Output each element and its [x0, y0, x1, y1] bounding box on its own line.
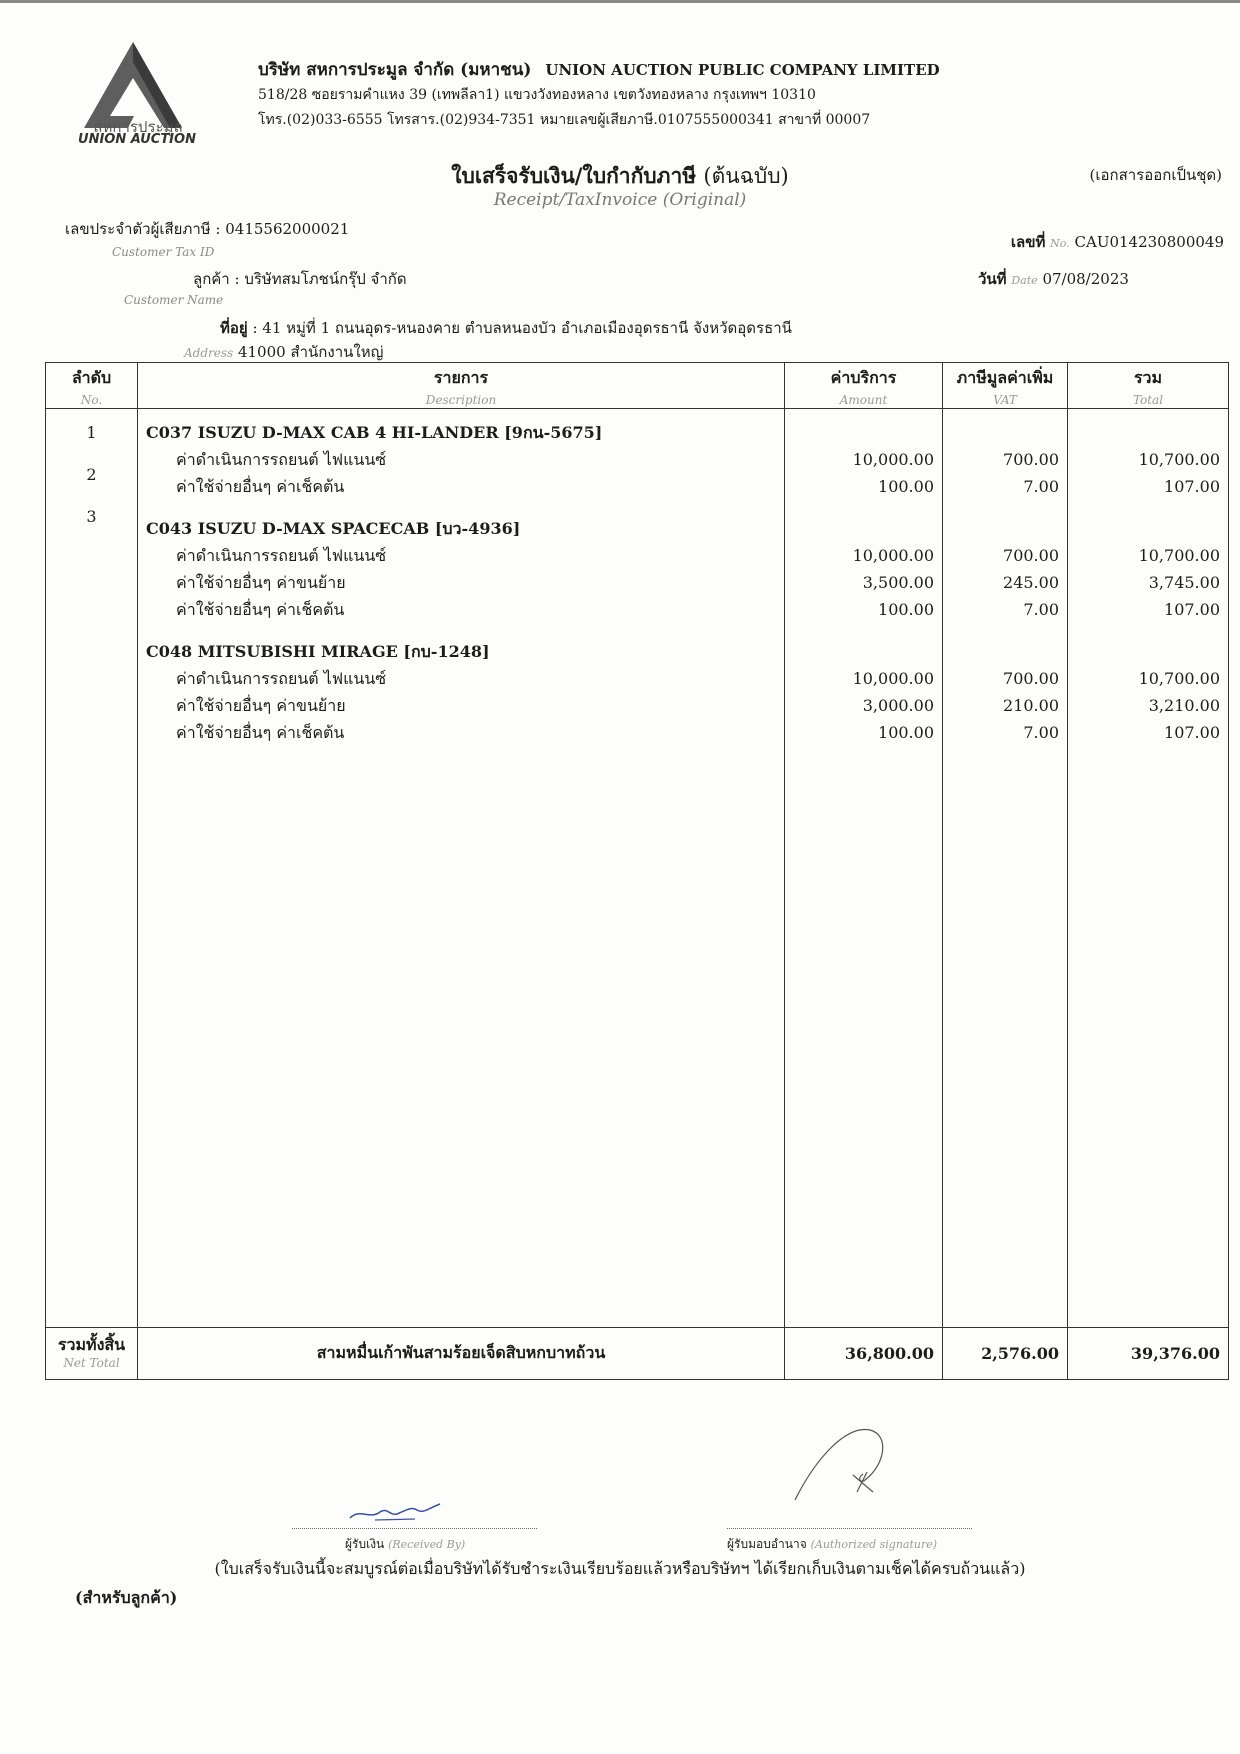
customer-address-line2: 41000 สำนักงานใหญ่	[237, 343, 384, 361]
authorized-label: ผู้รับมอบอำนาจ	[727, 1537, 807, 1551]
vehicle-title: C048 MITSUBISHI MIRAGE [กบ-1248]	[146, 642, 490, 661]
line-total: 107.00	[1164, 600, 1220, 619]
receiver-signature-line	[292, 1528, 537, 1529]
line-vat: 700.00	[1003, 546, 1059, 565]
line-description: ค่าใช้จ่ายอื่นๆ ค่าขนย้าย	[176, 696, 346, 715]
copy-for-customer: (สำหรับลูกค้า)	[75, 1588, 178, 1607]
invoice-date-label: วันที่	[978, 270, 1007, 288]
col-header-vat	[943, 363, 1068, 409]
authorized-signature-line	[727, 1528, 972, 1529]
scan-edge	[0, 0, 1240, 3]
customer-name: ลูกค้า : บริษัทสมโภชน์กรุ๊ป จำกัด	[193, 270, 407, 288]
logo-text-th: สหการประมูล	[93, 118, 183, 136]
invoice-number-value: CAU014230800049	[1074, 233, 1224, 251]
net-vat: 2,576.00	[943, 1328, 1068, 1380]
customer-tax-id: เลขประจำตัวผู้เสียภาษี : 0415562000021	[65, 220, 350, 238]
line-description: ค่าใช้จ่ายอื่นๆ ค่าเช็คต้น	[176, 477, 345, 496]
customer-address-row2	[184, 340, 383, 364]
authorized-signature	[785, 1420, 895, 1505]
net-total-label	[46, 1328, 138, 1380]
col-header-description-th: รายการ	[433, 368, 489, 387]
line-amount: 3,500.00	[862, 573, 934, 592]
net-total-label-en: Net Total	[63, 1355, 120, 1370]
item-number: 3	[86, 507, 97, 526]
line-vat: 7.00	[1023, 723, 1059, 742]
group-desc-3	[146, 638, 776, 746]
line-total: 107.00	[1164, 477, 1220, 496]
line-description: ค่าใช้จ่ายอื่นๆ ค่าขนย้าย	[176, 573, 346, 592]
col-header-vat-th: ภาษีมูลค่าเพิ่ม	[956, 368, 1054, 387]
line-total: 10,700.00	[1138, 669, 1220, 688]
received-by-label: ผู้รับเงิน	[345, 1537, 385, 1551]
document-title-en: Receipt/TaxInvoice (Original)	[493, 190, 747, 210]
col-description	[138, 409, 785, 1328]
col-header-total-th: รวม	[1133, 368, 1163, 387]
vehicle-title: C037 ISUZU D-MAX CAB 4 HI-LANDER [9กน-5675]	[146, 423, 603, 442]
amount-in-words: สามหมื่นเก้าพันสามร้อยเจ็ดสิบหกบาทถ้วน	[138, 1328, 785, 1380]
line-amount: 100.00	[878, 600, 934, 619]
customer-name-label: ลูกค้า	[193, 270, 230, 288]
customer-address-label: ที่อยู่	[220, 319, 248, 337]
invoice-number	[1011, 230, 1224, 254]
group-total-1	[1076, 419, 1220, 500]
col-header-amount-th: ค่าบริการ	[830, 368, 897, 387]
line-total: 10,700.00	[1138, 546, 1220, 565]
document-title	[0, 160, 1240, 193]
line-amount: 10,000.00	[852, 669, 934, 688]
group-amount-1	[793, 419, 934, 500]
item-number: 2	[86, 465, 97, 484]
invoice-date	[978, 267, 1129, 291]
col-header-total-en: Total	[1132, 393, 1164, 407]
group-total-3	[1076, 638, 1220, 746]
customer-address-label-en: Address	[184, 346, 234, 360]
group-amount-2	[793, 515, 934, 623]
line-description: ค่าใช้จ่ายอื่นๆ ค่าเช็คต้น	[176, 723, 345, 742]
table-header-row	[46, 363, 1229, 409]
line-description: ค่าดำเนินการรถยนต์ ไฟแนนซ์	[176, 546, 387, 565]
table-body-row	[46, 409, 1229, 1328]
line-vat: 210.00	[1003, 696, 1059, 715]
col-header-no	[46, 363, 138, 409]
customer-address-line1: 41 หมู่ที่ 1 ถนนอุดร-หนองคาย ตำบลหนองบัว อำเภอเมืองอุดรธานี จังหวัดอุดรธานี	[262, 319, 792, 337]
line-vat: 700.00	[1003, 669, 1059, 688]
net-total: 39,376.00	[1068, 1328, 1229, 1380]
line-total: 3,210.00	[1148, 696, 1220, 715]
line-total: 3,745.00	[1148, 573, 1220, 592]
col-header-description	[138, 363, 785, 409]
col-total	[1068, 409, 1229, 1328]
invoice-number-label-en: No.	[1050, 237, 1070, 250]
group-desc-2	[146, 515, 776, 623]
item-number: 1	[86, 423, 97, 442]
customer-tax-id-value: 0415562000021	[225, 220, 350, 238]
company-contact: โทร.(02)033-6555 โทรสาร.(02)934-7351 หมายเลขผู้เสียภาษี.0107555000341 สาขาที่ 00007	[258, 112, 871, 128]
col-vat	[943, 409, 1068, 1328]
group-no-2	[54, 461, 129, 488]
table-footer-row	[46, 1328, 1229, 1380]
line-description: ค่าใช้จ่ายอื่นๆ ค่าเช็คต้น	[176, 600, 345, 619]
logo-text-en: UNION AUCTION	[78, 132, 196, 147]
line-amount: 3,000.00	[862, 696, 934, 715]
net-amount: 36,800.00	[785, 1328, 943, 1380]
receiver-signature	[345, 1498, 445, 1526]
line-total: 107.00	[1164, 723, 1220, 742]
invoice-number-label: เลขที่	[1010, 233, 1046, 251]
validity-note: (ใบเสร็จรับเงินนี้จะสมบูรณ์ต่อเมื่อบริษัทได้รับชำระเงินเรียบร้อยแล้วหรือบริษัทฯ ได้เรียกเก็บเงินตามเช็คได้ครบถ้วนแล้ว)	[214, 1559, 1026, 1578]
net-total-label-th: รวมทั้งสิ้น	[57, 1334, 126, 1354]
received-by-label-en: (Received By)	[388, 1538, 466, 1551]
company-name-en: UNION AUCTION PUBLIC COMPANY LIMITED	[545, 61, 940, 79]
line-amount: 10,000.00	[852, 450, 934, 469]
col-header-total	[1068, 363, 1229, 409]
invoice-date-value: 07/08/2023	[1042, 270, 1129, 288]
group-vat-1	[951, 419, 1059, 500]
col-header-amount-en: Amount	[839, 393, 888, 407]
col-header-no-en: No.	[80, 393, 103, 407]
company-name-th: บริษัท สหการประมูล จำกัด (มหาชน)	[258, 60, 532, 80]
group-desc-1	[146, 419, 776, 500]
col-header-description-en: Description	[425, 393, 497, 407]
col-header-vat-en: VAT	[993, 393, 1017, 407]
line-vat: 245.00	[1003, 573, 1059, 592]
line-amount: 10,000.00	[852, 546, 934, 565]
company-address: 518/28 ซอยรามคำแหง 39 (เทพลีลา1) แขวงวังทองหลาง เขตวังทองหลาง กรุงเทพฯ 10310	[258, 87, 816, 103]
line-total: 10,700.00	[1138, 450, 1220, 469]
items-table	[45, 362, 1229, 1380]
group-amount-3	[793, 638, 934, 746]
company-name	[258, 56, 940, 83]
line-vat: 7.00	[1023, 600, 1059, 619]
customer-name-label-en: Customer Name	[124, 293, 224, 307]
document-title-copy: (ต้นฉบับ)	[703, 164, 789, 188]
col-amount	[785, 409, 943, 1328]
authorized-by	[727, 1535, 937, 1554]
group-no-3	[54, 503, 129, 530]
document-title-th: ใบเสร็จรับเงิน/ใบกำกับภาษี	[451, 163, 697, 188]
line-amount: 100.00	[878, 723, 934, 742]
vehicle-title: C043 ISUZU D-MAX SPACECAB [บว-4936]	[146, 519, 521, 538]
col-header-no-th: ลำดับ	[71, 368, 112, 387]
group-total-2	[1076, 515, 1220, 623]
document-set-note: (เอกสารออกเป็นชุด)	[1089, 166, 1222, 184]
customer-tax-id-label: เลขประจำตัวผู้เสียภาษี	[65, 220, 211, 238]
col-no	[46, 409, 138, 1328]
customer-address: ที่อยู่ : 41 หมู่ที่ 1 ถนนอุดร-หนองคาย ตำบลหนองบัว อำเภอเมืองอุดรธานี จังหวัดอุดรธานี	[220, 319, 792, 337]
line-vat: 700.00	[1003, 450, 1059, 469]
group-no-1	[54, 419, 129, 446]
customer-tax-id-label-en: Customer Tax ID	[112, 245, 215, 259]
group-vat-3	[951, 638, 1059, 746]
col-header-amount	[785, 363, 943, 409]
line-description: ค่าดำเนินการรถยนต์ ไฟแนนซ์	[176, 450, 387, 469]
line-amount: 100.00	[878, 477, 934, 496]
received-by	[345, 1535, 465, 1554]
group-vat-2	[951, 515, 1059, 623]
invoice-date-label-en: Date	[1011, 274, 1038, 287]
line-vat: 7.00	[1023, 477, 1059, 496]
customer-name-value: บริษัทสมโภชน์กรุ๊ป จำกัด	[244, 270, 407, 288]
authorized-label-en: (Authorized signature)	[810, 1538, 938, 1551]
line-description: ค่าดำเนินการรถยนต์ ไฟแนนซ์	[176, 669, 387, 688]
